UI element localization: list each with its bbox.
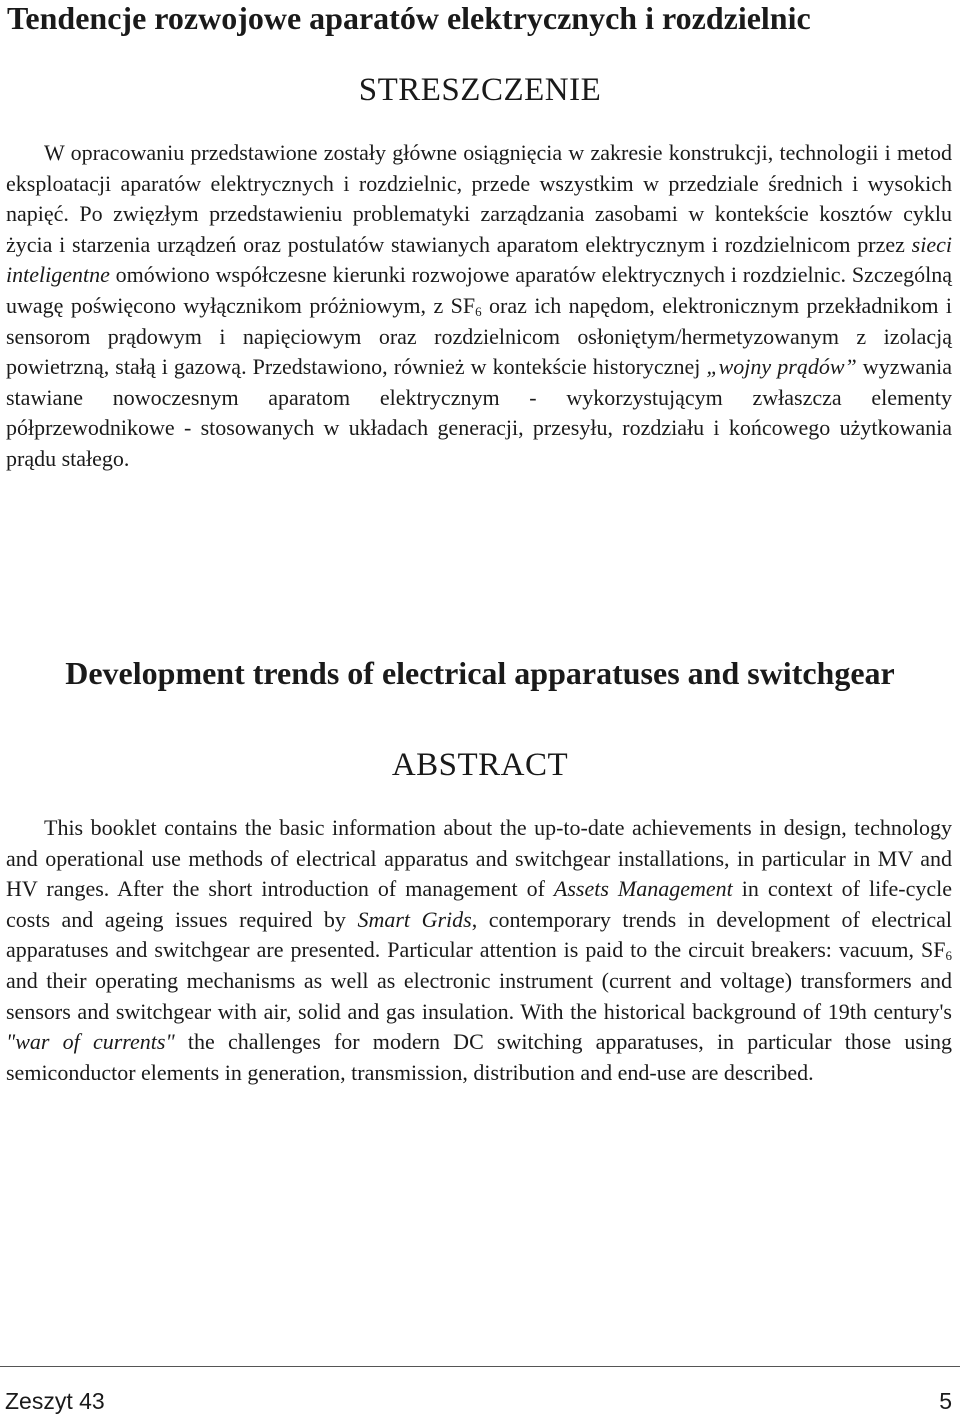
- polish-abstract-heading: STRESZCZENIE: [358, 72, 602, 108]
- text-run: omówiono współczesne kierunki rozwojowe aparatów elektrycznych i rozdzielnic. Szczególną uwagę poświęcono wyłącznikom próżniowym, z SF: [6, 262, 952, 318]
- text-run: oraz ich napędom, elektronicznym przekładnikom i sensorom prądowym i napięciowym oraz rozdzielnicom osłoniętym/hermetyzowanym z izolacją powietrzną, stałą i gazową. Przedstawiono, również w kontekście historycznej: [6, 292, 952, 380]
- footer-page-number: 5: [939, 1388, 952, 1414]
- text-run: W opracowaniu przedstawione zostały główne osiągnięcia w zakresie konstrukcji, technologii i metod eksploatacji aparatów elektrycznych i rozdzielnic, przede wszystkim w przedziale średnich i wysokich napięć. Po zwięzłym przedstawieniu problematyki zarządzania zasobami w kontekście kosztów cyklu życia i starzenia urządzeń oraz postulatów stawianych aparatom elektrycznym i rozdzielnicom przez: [6, 140, 952, 257]
- text-run: the challenges for modern DC switching apparatuses, in particular those using semiconductor elements in generation, transmission, distribution and end-use are described.: [6, 1029, 952, 1085]
- footer-issue-label: Zeszyt 43: [5, 1388, 105, 1414]
- italic-term: "war of currents": [6, 1029, 175, 1055]
- italic-term: „wojny prądów”: [706, 354, 857, 380]
- italic-term: Smart Grids: [357, 906, 472, 932]
- english-abstract-body: [6, 813, 952, 1088]
- text-run: and their operating mechanisms as well as electronic instrument (current and voltage) transformers and sensors and switchgear with air, solid and gas insulation. With the historical background of 19th century's: [6, 967, 952, 1024]
- subscript: 6: [475, 303, 482, 319]
- footer-divider: [0, 1366, 960, 1367]
- text-run: This booklet contains the basic information about the up-to-date achievements in design, technology and operational use methods of electrical apparatus and switchgear installations, in particular in MV and HV ranges. After the short introduction of management of: [6, 815, 952, 902]
- text-run: in context of life-cycle costs and ageing issues required by: [6, 876, 952, 932]
- italic-term: sieci inteligentne: [6, 231, 952, 288]
- english-abstract-heading: ABSTRACT: [391, 747, 569, 783]
- polish-title: Tendencje rozwojowe aparatów elektrycznych i rozdzielnic: [7, 0, 811, 36]
- text-run: , contemporary trends in development of electrical apparatuses and switchgear are presented. Particular attention is paid to the circuit breakers: vacuum, SF: [6, 906, 952, 963]
- english-title: Development trends of electrical apparatuses and switchgear: [65, 655, 895, 691]
- text-run: wyzwania stawiane nowoczesnym aparatom elektrycznym - wykorzystującym zwłaszcza elementy półprzewodnikowe - stosowanych w układach generacji, przesyłu, rozdziału i końcowego użytkowania prądu stałego.: [6, 354, 952, 471]
- italic-term: Assets Management: [553, 876, 733, 902]
- subscript: 6: [945, 948, 952, 964]
- polish-abstract-body: [6, 138, 952, 475]
